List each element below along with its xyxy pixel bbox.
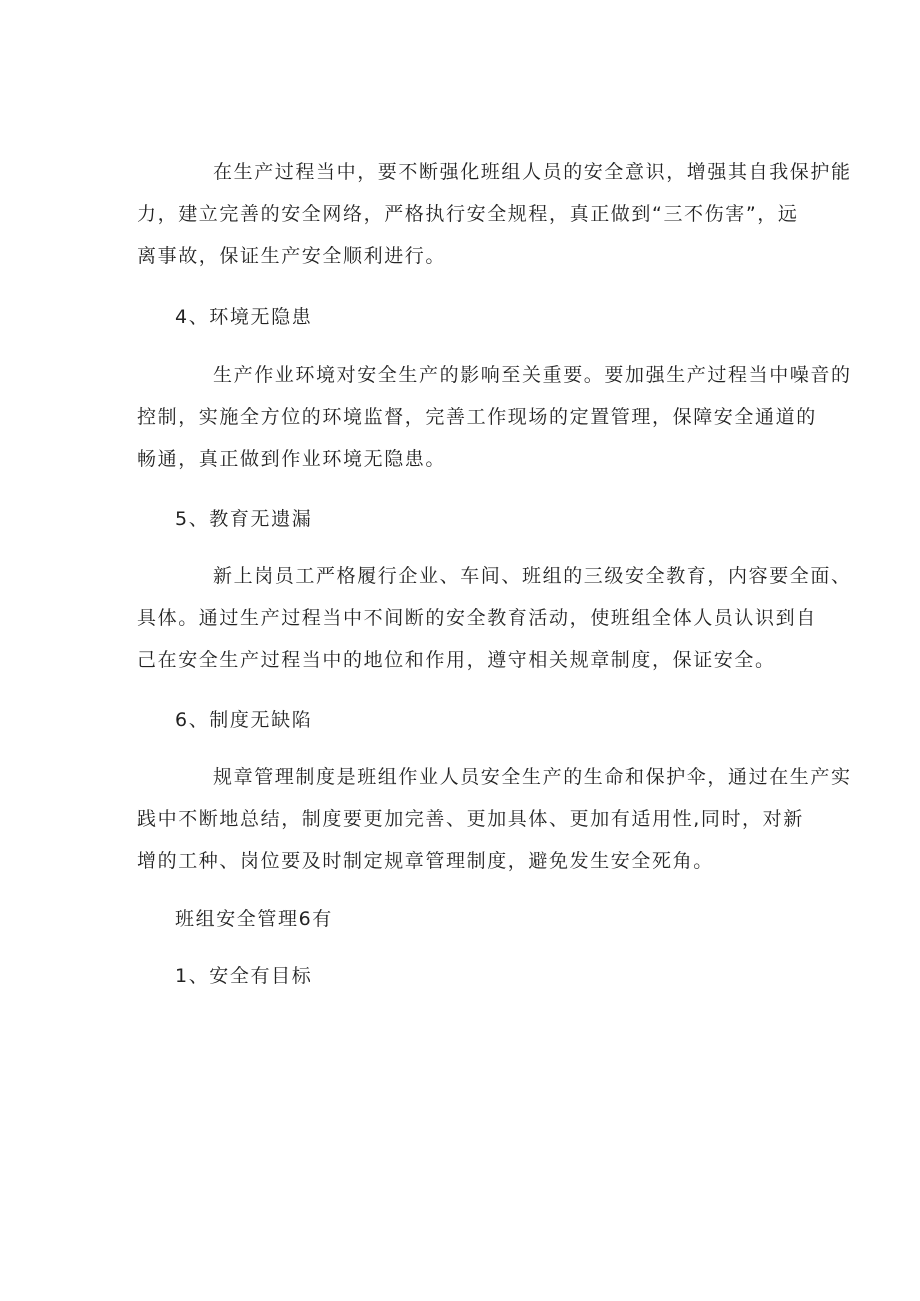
text-line: 规章管理制度是班组作业人员安全生产的生命和保护伞，通过在生产实 [213,766,852,788]
text-line: 增的工种、岗位要及时制定规章管理制度，避免发生安全死角。 [137,850,714,872]
text-line: 离事故，保证生产安全顺利进行。 [137,245,447,267]
text-line: 力，建立完善的安全网络，严格执行安全规程，真正做到“三不伤害”，远 [137,203,799,225]
text-line: 在生产过程当中，要不断强化班组人员的安全意识，增强其自我保护能 [213,161,852,183]
paragraph-environment [137,354,852,480]
text-line: 新上岗员工严格履行企业、车间、班组的三级安全教育，内容要全面、 [213,565,852,587]
text-line: 控制，实施全方位的环境监督，完善工作现场的定置管理，保障安全通道的 [137,406,817,428]
text-line: 具体。通过生产过程当中不间断的安全教育活动，使班组全体人员认识到自 [137,607,817,629]
text-line: 畅通，真正做到作业环境无隐患。 [137,448,447,470]
heading-regulations: 6、制度无缺陷 [175,709,313,731]
paragraph-safety-awareness [137,151,852,277]
paragraph-education [137,555,852,681]
heading-six-haves: 班组安全管理6有 [175,908,333,930]
heading-safety-goals: 1、安全有目标 [175,965,313,987]
paragraph-regulations [137,756,852,882]
heading-environment: 4、环境无隐患 [175,306,313,328]
text-line: 践中不断地总结，制度要更加完善、更加具体、更加有适用性,同时，对新 [137,808,804,830]
text-line: 生产作业环境对安全生产的影响至关重要。要加强生产过程当中噪音的 [213,364,852,386]
heading-education: 5、教育无遗漏 [175,508,313,530]
text-line: 己在安全生产过程当中的地位和作用，遵守相关规章制度，保证安全。 [137,649,776,671]
